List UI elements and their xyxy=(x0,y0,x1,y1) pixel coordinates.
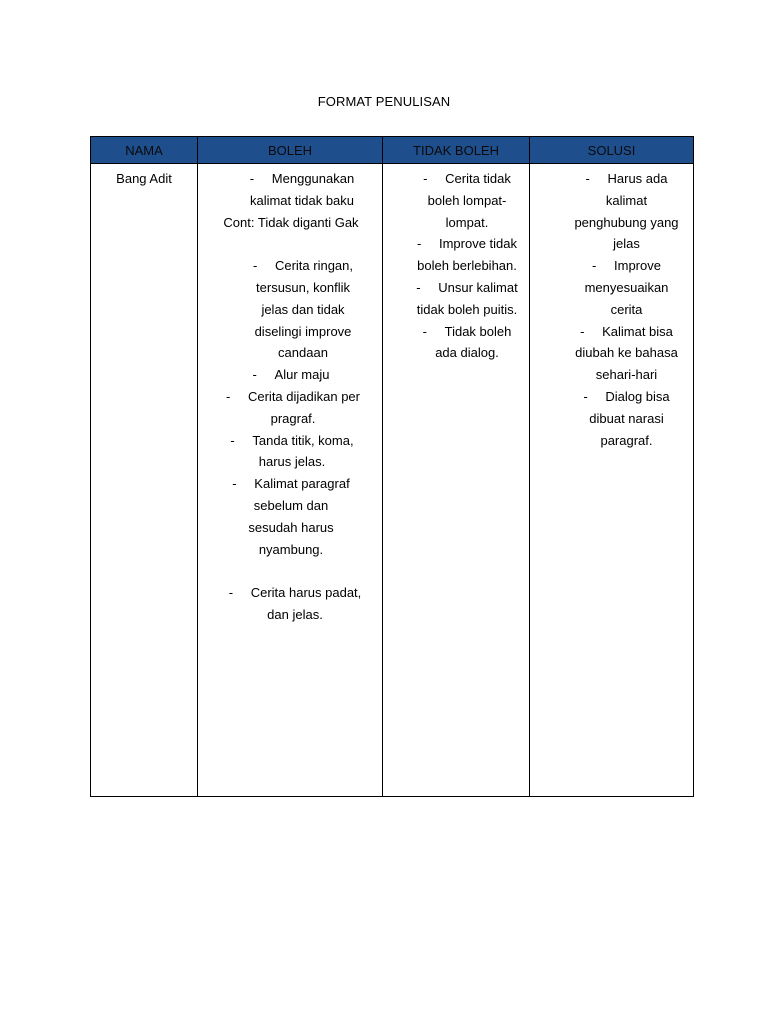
list-item-text: Improve tidak boleh berlebihan. xyxy=(417,236,518,274)
bullet-dash: - xyxy=(423,171,428,186)
boleh-list xyxy=(212,255,370,560)
bullet-dash: - xyxy=(592,258,597,274)
solusi-list xyxy=(574,168,679,451)
list-item-text: Dialog bisa dibuat narasi paragraf. xyxy=(589,388,670,448)
list-item xyxy=(413,277,521,321)
list-item xyxy=(413,233,521,277)
bullet-dash: - xyxy=(230,432,235,448)
header-boleh: BOLEH xyxy=(198,137,383,164)
boleh-note: Cont: Tidak diganti Gak xyxy=(223,214,359,230)
boleh-list xyxy=(212,582,370,626)
boleh-list xyxy=(212,168,370,212)
bullet-dash: - xyxy=(422,323,427,339)
list-item-text: Cerita ringan, tersusun, konflik jelas dan tidak diselingi improve candaan xyxy=(254,258,354,361)
bullet-dash: - xyxy=(228,585,234,601)
table-row xyxy=(91,164,694,797)
bullet-dash: - xyxy=(232,476,237,492)
list-item xyxy=(212,255,370,364)
list-item-text: Improve menyesuaikan cerita xyxy=(584,258,669,317)
list-item xyxy=(212,582,370,626)
spacer xyxy=(212,560,370,582)
nama-text: Bang Adit xyxy=(116,171,172,186)
list-item-text: Kalimat paragraf sebelum dan sesudah harus nyambung. xyxy=(248,476,350,557)
bullet-dash: - xyxy=(580,323,585,339)
list-item-text: Cerita tidak boleh lompat-lompat. xyxy=(427,171,511,230)
list-item xyxy=(574,168,679,255)
list-item xyxy=(413,321,521,365)
cell-tidak-boleh xyxy=(383,164,530,797)
list-item xyxy=(574,321,679,386)
list-item xyxy=(212,430,370,474)
bullet-dash: - xyxy=(583,388,588,404)
list-item xyxy=(212,168,370,212)
list-item xyxy=(574,386,679,451)
spacer xyxy=(212,233,370,255)
list-item xyxy=(574,255,679,320)
document-title: FORMAT PENULISAN xyxy=(317,94,451,109)
header-tidak-boleh: TIDAK BOLEH xyxy=(383,137,530,164)
list-item xyxy=(212,364,370,386)
cell-boleh xyxy=(198,164,383,797)
format-table xyxy=(90,136,694,797)
bullet-dash: - xyxy=(249,171,255,186)
table-header-row xyxy=(91,137,694,164)
list-item-text: Unsur kalimat tidak boleh puitis. xyxy=(416,279,518,317)
tidak-boleh-list xyxy=(413,168,521,364)
list-item xyxy=(212,386,370,430)
bullet-dash: - xyxy=(252,258,258,274)
cell-solusi xyxy=(530,164,694,797)
header-nama: NAMA xyxy=(91,137,198,164)
list-item-text: Menggunakan kalimat tidak baku xyxy=(249,171,355,208)
bullet-dash: - xyxy=(225,388,231,404)
list-item-text: Alur maju xyxy=(274,367,330,383)
bullet-dash: - xyxy=(252,367,257,383)
list-item-text: Kalimat bisa diubah ke bahasa sehari-hari xyxy=(575,323,678,383)
bullet-dash: - xyxy=(585,171,590,186)
header-solusi: SOLUSI xyxy=(530,137,694,164)
cell-nama xyxy=(91,164,198,797)
list-item-text: Tanda titik, koma, harus jelas. xyxy=(252,432,354,470)
list-item-text: Cerita harus padat, dan jelas. xyxy=(250,585,362,622)
list-item-text: Harus ada kalimat penghubung yang jelas xyxy=(574,171,679,252)
list-item-text: Cerita dijadikan per pragraf. xyxy=(247,388,360,426)
list-item-text: Tidak boleh ada dialog. xyxy=(435,323,512,361)
list-item xyxy=(413,168,521,233)
list-item xyxy=(212,473,370,560)
bullet-dash: - xyxy=(416,279,421,295)
bullet-dash: - xyxy=(416,236,422,252)
